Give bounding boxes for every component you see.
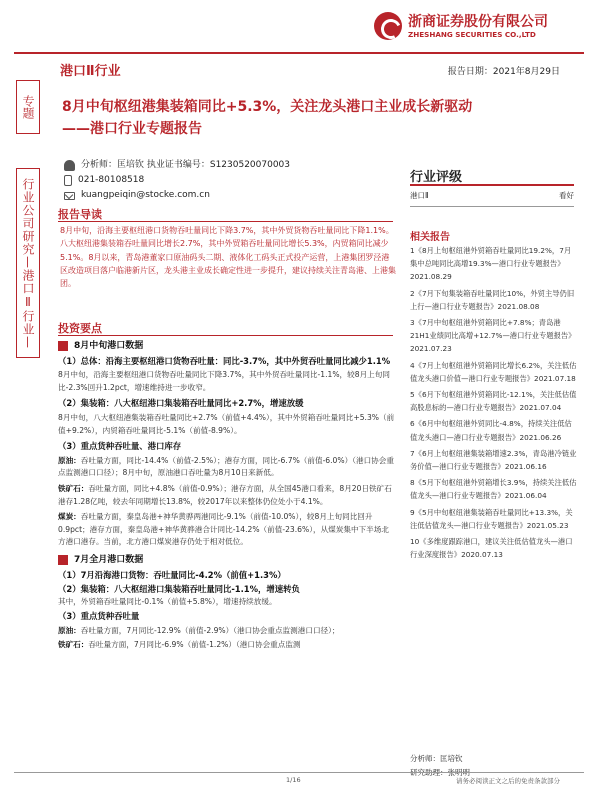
related-reports-title: 相关报告: [410, 232, 450, 243]
ore-para: [58, 455, 396, 480]
list-item[interactable]: 6《6月中旬枢纽港外贸同比-4.8%，持续关注低估值龙头港口—港口行业专题报告》2021.06.26: [410, 419, 572, 442]
s2-iron-label: 铁矿石：: [58, 640, 89, 650]
invest-body: [58, 340, 396, 652]
s1-3-label: （3）重点货种吞吐量、港口库存: [58, 441, 182, 452]
section-heading-2: 7月全月港口数据: [58, 554, 396, 567]
ore-label: 原油：: [58, 455, 81, 465]
rating-divider: [410, 184, 574, 186]
s1-1-body: 8月中旬，沿海主要枢纽港口货物吞吐量同比下降3.7%，其中外贸吞吐量同比-1.1%，较8月上旬同比-2.3%回升1.2pct，增速维持进一步收窄。: [58, 370, 390, 392]
rating-row: [410, 190, 574, 201]
analyst-block: [64, 158, 290, 203]
report-date: 报告日期：2021年8月29日: [447, 67, 560, 77]
coal-para: [58, 511, 396, 549]
s1-2-body: 8月中旬，八大枢纽港集装箱吞吐量同比+2.7%（前值+4.4%），其中外贸箱吞吐量同比+5.3%（前值+9.2%），内贸箱吞吐量同比-5.1%（前值-8.9%）。: [58, 412, 395, 435]
square-bullet-icon: [58, 341, 68, 351]
page-title: 8月中旬枢纽港集装箱同比+5.3%，关注龙头港口主业成长新驱动: [62, 99, 473, 115]
list-item[interactable]: 4《7月上旬枢纽港外贸箱同比增长6.2%，关注低估值龙头港口价值—港口行业专题报告》2021.07.18: [410, 360, 577, 383]
company-name-cn: 浙商证券股份有限公司: [408, 14, 548, 30]
s2-iron-text: 吞吐量方面，7月同比-6.9%（前值-1.2%）（港口协会重点监测: [88, 640, 301, 650]
ore-text: 吞吐量方面，同比-14.4%（前值-2.5%）；港存方面，同比-6.7%（前值-6.0%）（港口协会重点监测港口口径）；8月中旬，原油港口吞吐量为8月10日来新低。: [58, 455, 394, 478]
footer-divider: [14, 772, 584, 773]
list-item[interactable]: 9《5月中旬枢纽港集装箱吞吐量同比+13.3%，关注低估值龙头—港口行业专题报告》2021.05.23: [410, 507, 573, 530]
rating-title: 行业评级: [410, 170, 463, 185]
person-icon: [64, 160, 75, 171]
list-item[interactable]: 10《多维度跟踪港口，建议关注低估值龙头—港口行业深度报告》2020.07.13: [410, 537, 573, 560]
logo: [374, 10, 584, 44]
invest-divider: [58, 335, 393, 336]
s2-2-body: 其中，外贸箱吞吐量同比-0.1%（前值+5.8%），增速持续放缓。: [58, 596, 277, 606]
s2-ore-text: 吞吐量方面，7月同比-12.9%（前值-2.9%）（港口协会重点监测港口口径）；: [80, 625, 340, 635]
zheshang-logo-icon: [374, 12, 402, 40]
s1-2-head: 八大枢纽港口集装箱吞吐量同比+2.7%，增速放缓: [114, 398, 304, 409]
s2-3-label: （3）重点货种吞吐量: [58, 611, 140, 622]
s1-1-label: （1）总体：: [58, 355, 106, 366]
invest-title: 投资要点: [58, 322, 102, 335]
list-item[interactable]: 2《7月下旬集装箱吞吐量同比10%，外贸主导仍旧上行—港口行业专题报告》2021.08.08: [410, 288, 575, 311]
guide-divider: [58, 221, 393, 222]
s1-2-label: （2）集装箱：: [58, 398, 115, 409]
page-subtitle: ——港口行业专题报告: [62, 121, 202, 137]
iron-text: 吞吐量方面，同比+4.8%（前值-0.9%）；港存方面，从全国45港口看来，8月20日铁矿石港存1.28亿吨，较去年同期增长13.8%，较2017年以来整体仍位处小于4.1%。: [58, 483, 392, 506]
disclaimer: 请务必阅读正文之后的免责条款部分: [456, 777, 560, 785]
assistant-foot-name: 研究助理：张明明: [410, 768, 470, 777]
analyst-email[interactable]: kuangpeiqin@stocke.com.cn: [81, 190, 210, 200]
rating-sector: 港口Ⅱ: [410, 191, 429, 200]
analyst-name: 分析师：匡培钦 执业证书编号：S1230520070003: [81, 160, 291, 170]
iron-para: [58, 483, 396, 508]
header-divider: [14, 52, 584, 54]
related-reports-list: [410, 244, 578, 564]
guide-title: 报告导读: [58, 208, 102, 221]
s1-1-head: 沿海主要枢纽港口货物吞吐量：同比-3.7%，其中外贸吞吐量同比减少1.1%: [105, 355, 391, 366]
rating-divider-bottom: [410, 206, 574, 207]
s2-1-label: （1）7月沿海港口货物：: [58, 569, 154, 580]
coal-label: 煤炭：: [58, 512, 81, 522]
analyst-foot-name: 分析师：匡培钦: [410, 754, 463, 763]
rating-value: 看好: [559, 191, 574, 200]
iron-label: 铁矿石：: [58, 483, 89, 493]
list-item[interactable]: 7《6月上旬枢纽港集装箱增速2.3%，青岛港冷链业务价值—港口行业专题报告》2021.06.16: [410, 448, 577, 472]
list-item[interactable]: 1《8月上旬枢纽港外贸箱吞吐量同比19.2%，7月集中总吨同比高增19.3%—港口行业专题报告》2021.08.29: [410, 246, 572, 282]
industry-tag: 港口Ⅱ行业: [60, 64, 121, 79]
s2-ore-para: [58, 625, 396, 638]
list-item[interactable]: 5《6月下旬枢纽港外贸箱同比-12.1%，关注低估值高股息标的—港口行业专题报告》2021.07.04: [410, 390, 577, 413]
list-item[interactable]: 8《5月下旬枢纽港外贸箱增长3.9%，持续关注低估值龙头—港口行业专题报告》2021.06.04: [410, 478, 577, 501]
category-label: 行业公司研究—港口Ⅱ行业—: [16, 168, 40, 358]
section-heading-1: 8月中旬港口数据: [58, 340, 396, 353]
s2-ore-label: 原油：: [58, 625, 81, 635]
guide-text: 8月中旬，沿海主要枢纽港口货物吞吐量同比下降3.7%，其中外贸货物吞吐量同比下降1.1%。八大枢纽港集装箱吞吐量同比增长2.7%，其中外贸箱吞吐量同比增长5.3%，内贸箱同比减少5.1%。8月以来，青岛港董家口原油码头二期、液体化工码头正式投产运营，上港集团罗泾港区改造项目落户临港新片区，龙头港主业成长确定性进一步提升，建议持续关注青岛港、上港集团。: [60, 226, 396, 289]
phone-icon: [64, 175, 72, 186]
s2-1-head: 吞吐量同比-4.2%（前值+1.3%）: [153, 569, 286, 580]
page-number: 1/16: [286, 776, 301, 784]
company-name-en: ZHESHANG SECURITIES CO.,LTD: [408, 30, 536, 39]
report-type-label: 专题: [16, 80, 40, 134]
s2-iron-para: [58, 639, 396, 652]
list-item[interactable]: 3《7月中旬枢纽港外贸箱同比+7.8%；青岛港21H1业绩同比高增+12.7%—港口行业专题报告》2021.07.23: [410, 318, 576, 354]
s2-2-label: （2）集装箱：: [58, 584, 115, 595]
analyst-phone: 021-80108518: [78, 175, 145, 185]
s2-2-head: 八大枢纽港口集装箱吞吐量同比-1.1%，增速转负: [114, 584, 300, 595]
coal-text: 吞吐量方面，秦皇岛港+神华黄骅两港同比-9.1%（前值-10.0%），较8月上旬同比回升0.9pct；港存方面，秦皇岛港+神华黄骅港合计同比-14.2%（前值-23.6%），从煤炭集中下半场北方港口港存。当前，北方港口煤炭港存仍处于相对低位。: [58, 512, 389, 547]
square-bullet-icon: [58, 555, 68, 565]
mail-icon: [64, 192, 75, 200]
